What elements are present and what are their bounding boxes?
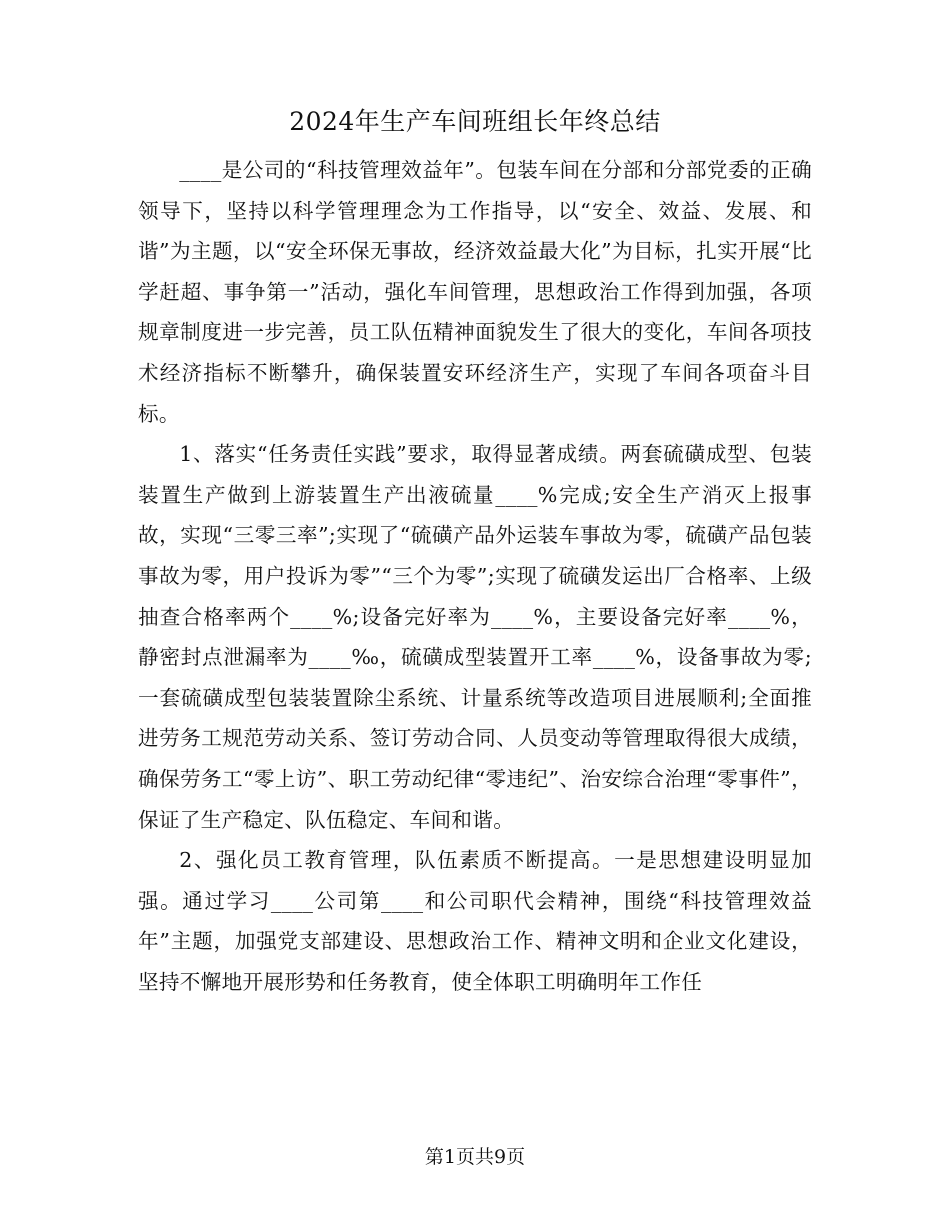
paragraph-section-2: 2、强化员工教育管理，队伍素质不断提高。一是思想建设明显加强。通过学习____公司第____和公司职代会精神，围绕“科技管理效益年”主题，加强党支部建设、思想政治工作、精神文明和企业文化建设，坚持不懈地开展形势和任务教育，使全体职工明确明年工作任 (138, 848, 812, 994)
paragraph-intro: ____是公司的“科技管理效益年”。包装车间在分部和分部党委的正确领导下，坚持以科学管理理念为工作指导，以“安全、效益、发展、和谐”为主题，以“安全环保无事故，经济效益最大化”为目标，扎实开展“比学赶超、事争第一”活动，强化车间管理，思想政治工作得到加强，各项规章制度进一步完善，员工队伍精神面貌发生了很大的变化，车间各项技术经济指标不断攀升，确保装置安环经济生产，实现了车间各项奋斗目标。 (138, 158, 812, 426)
document-title: 2024年生产车间班组长年终总结 (289, 107, 661, 136)
document-body (138, 150, 812, 1002)
page-number-footer: 第1页共9页 (424, 1146, 526, 1168)
paragraph-section-1: 1、落实“任务责任实践”要求，取得显著成绩。两套硫磺成型、包装装置生产做到上游装置生产出液硫量____%完成;安全生产消灭上报事故，实现“三零三率”;实现了“硫磺产品外运装车事故为零，硫磺产品包装事故为零，用户投诉为零”“三个为零”;实现了硫磺发运出厂合格率、上级抽查合格率两个____%;设备完好率为____%，主要设备完好率____%，静密封点泄漏率为____‰，硫磺成型装置开工率____%，设备事故为零;一套硫磺成型包装装置除尘系统、计量系统等改造项目进展顺利;全面推进劳务工规范劳动关系、签订劳动合同、人员变动等管理取得很大成绩，确保劳务工“零上访”、职工劳动纪律“零违纪”、治安综合治理“零事件”，保证了生产稳定、队伍稳定、车间和谐。 (138, 442, 812, 832)
